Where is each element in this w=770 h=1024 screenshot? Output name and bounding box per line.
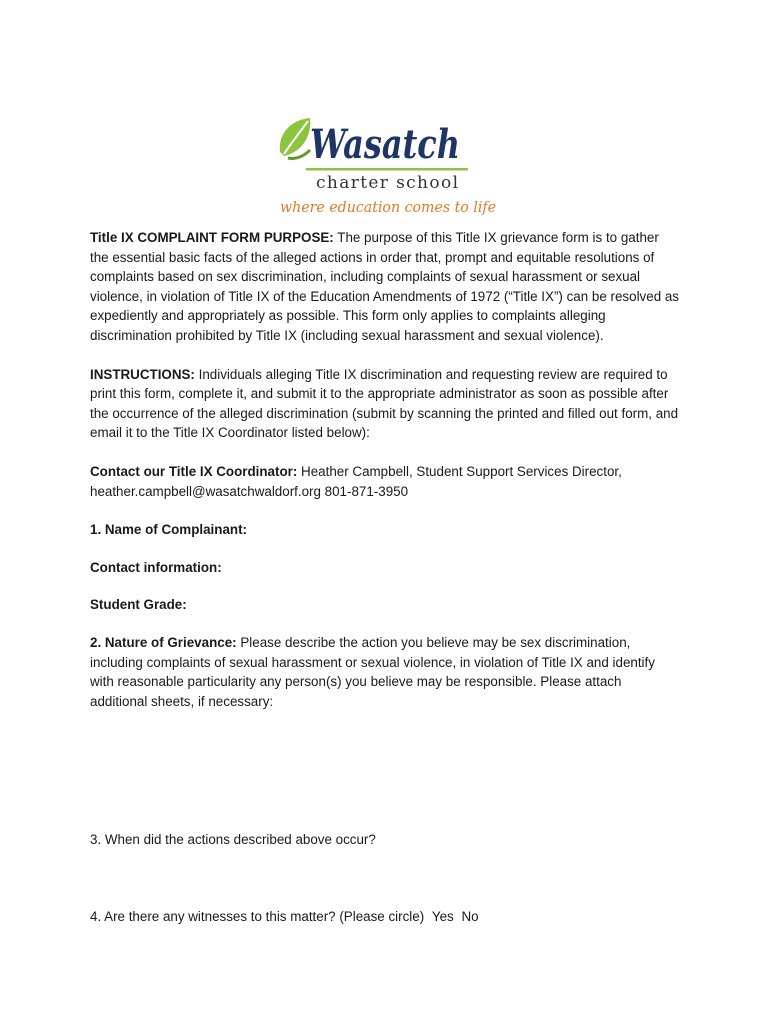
option-yes[interactable]: Yes — [431, 909, 454, 924]
contact-line1: Heather Campbell, Student Support Services Director, — [301, 463, 622, 479]
form-body — [90, 228, 680, 711]
field-contact-information: Contact information: — [90, 559, 222, 575]
purpose-label: Title IX COMPLAINT FORM PURPOSE: — [90, 230, 334, 245]
grievance-paragraph — [90, 633, 680, 711]
contact-label: Contact our Title IX Coordinator: — [90, 463, 298, 479]
field-name-of-complainant: 1. Name of Complainant: — [90, 522, 247, 538]
logo-rule — [306, 168, 468, 171]
logo-subtitle: charter school — [316, 173, 458, 193]
instructions-label: INSTRUCTIONS: — [90, 366, 195, 382]
school-logo — [276, 112, 508, 220]
contact-email-phone: heather.campbell@wasatchwaldorf.org 801-871-3950 — [90, 483, 409, 499]
grievance-text: Please describe the action you believe may be sex discrimination, including complaints of sexual harassment or sexual violence, in violation of Title IX and identify with reasonable particularity any person(s) you believe may be responsible. Please attach additional sheets, if necessary: — [90, 634, 655, 709]
question-4 — [90, 907, 479, 927]
question-4-text: 4. Are there any witnesses to this matter? (Please circle) — [90, 909, 425, 924]
grievance-label: 2. Nature of Grievance: — [90, 634, 237, 650]
wasatch-logo-graphic — [276, 112, 508, 220]
question-3: 3. When did the actions described above occur? — [90, 832, 376, 847]
purpose-text: The purpose of this Title IX grievance form is to gather the essential basic facts of the alleged actions in order that, prompt and equitable resolutions of complaints based on sex discrimination, including complaints of sexual harassment or sexual violence, in violation of Title IX of the Education Amendments of 1972 (“Title IX”) can be resolved as expediently and appropriately as possible. This form only applies to complaints alleging discrimination prohibited by Title IX (including sexual harassment and sexual violence). — [90, 230, 680, 343]
option-no[interactable]: No — [461, 909, 479, 924]
contact-paragraph — [90, 462, 680, 501]
purpose-paragraph — [90, 228, 680, 346]
logo-tagline: where education comes to life — [280, 198, 497, 216]
logo-name: Wasatch — [310, 121, 460, 168]
instructions-text: Individuals alleging Title IX discrimination and requesting review are required to print this form, complete it, and submit it to the appropriate administrator as soon as possible after the occurrence of the alleged discrimination (submit by scanning the printed and filled out form, and email it to the Title IX Coordinator listed below): — [90, 366, 679, 441]
field-student-grade: Student Grade: — [90, 597, 187, 613]
instructions-paragraph — [90, 365, 680, 443]
